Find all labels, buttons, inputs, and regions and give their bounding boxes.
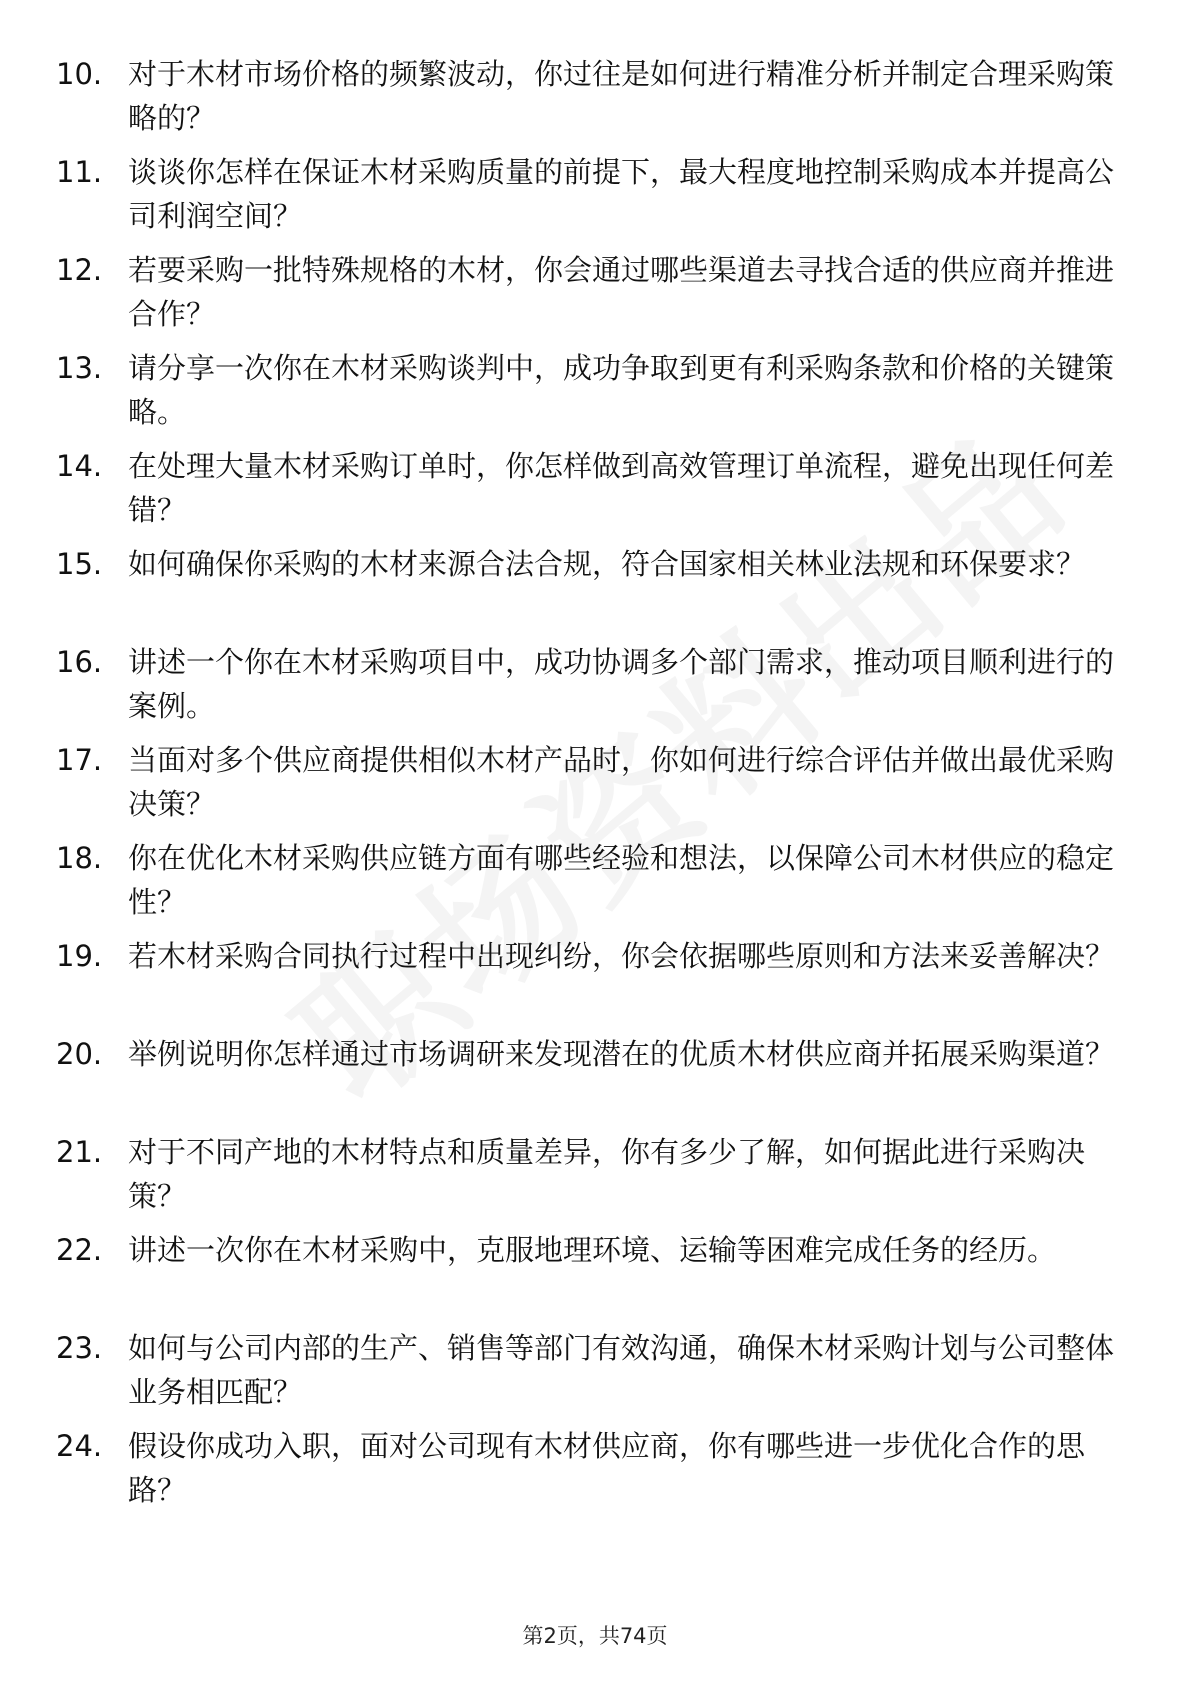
question-number: 18. — [56, 841, 103, 875]
question-number: 16. — [56, 645, 103, 679]
question-text: 讲述一个你在木材采购项目中，成功协调多个部门需求，推动项目顺利进行的案例。 — [128, 645, 1115, 723]
question-text: 对于不同产地的木材特点和质量差异，你有多少了解，如何据此进行采购决策？ — [128, 1135, 1086, 1213]
page-footer — [0, 1620, 1190, 1650]
question-number: 24. — [56, 1429, 103, 1463]
question-item — [56, 640, 1116, 728]
question-number: 21. — [56, 1135, 103, 1169]
question-list — [56, 52, 1116, 1522]
question-text: 你在优化木材采购供应链方面有哪些经验和想法，以保障公司木材供应的稳定性？ — [128, 841, 1115, 919]
question-number: 22. — [56, 1233, 103, 1267]
question-text: 假设你成功入职，面对公司现有木材供应商，你有哪些进一步优化合作的思路？ — [128, 1429, 1086, 1507]
question-item — [56, 248, 1116, 336]
question-item — [56, 346, 1116, 434]
question-text: 如何与公司内部的生产、销售等部门有效沟通，确保木材采购计划与公司整体业务相匹配？ — [128, 1331, 1115, 1409]
question-item — [56, 1130, 1116, 1218]
question-item — [56, 52, 1116, 140]
question-item — [56, 738, 1116, 826]
question-text: 在处理大量木材采购订单时，你怎样做到高效管理订单流程，避免出现任何差错？ — [128, 449, 1115, 527]
question-number: 14. — [56, 449, 103, 483]
question-number: 15. — [56, 547, 103, 581]
question-text: 讲述一次你在木材采购中，克服地理环境、运输等困难完成任务的经历。 — [128, 1233, 1057, 1267]
question-item — [56, 1326, 1116, 1414]
question-item — [56, 150, 1116, 238]
question-text: 当面对多个供应商提供相似木材产品时，你如何进行综合评估并做出最优采购决策？ — [128, 743, 1115, 821]
question-number: 19. — [56, 939, 103, 973]
question-item — [56, 836, 1116, 924]
page-number-label: 第2页，共74页 — [522, 1624, 668, 1648]
question-number: 17. — [56, 743, 103, 777]
question-number: 20. — [56, 1037, 103, 1071]
question-number: 23. — [56, 1331, 103, 1365]
question-item — [56, 542, 1116, 630]
question-number: 10. — [56, 57, 103, 91]
question-text: 举例说明你怎样通过市场调研来发现潜在的优质木材供应商并拓展采购渠道？ — [128, 1037, 1115, 1071]
question-text: 若木材采购合同执行过程中出现纠纷，你会依据哪些原则和方法来妥善解决？ — [128, 939, 1115, 973]
question-item — [56, 444, 1116, 532]
question-text: 请分享一次你在木材采购谈判中，成功争取到更有利采购条款和价格的关键策略。 — [128, 351, 1115, 429]
question-number: 13. — [56, 351, 103, 385]
question-text: 谈谈你怎样在保证木材采购质量的前提下，最大程度地控制采购成本并提高公司利润空间？ — [128, 155, 1115, 233]
question-text: 如何确保你采购的木材来源合法合规，符合国家相关林业法规和环保要求？ — [128, 547, 1086, 581]
question-text: 若要采购一批特殊规格的木材，你会通过哪些渠道去寻找合适的供应商并推进合作？ — [128, 253, 1115, 331]
question-item — [56, 934, 1116, 1022]
question-item — [56, 1424, 1116, 1512]
question-number: 11. — [56, 155, 103, 189]
question-item — [56, 1228, 1116, 1316]
question-item — [56, 1032, 1116, 1120]
question-number: 12. — [56, 253, 103, 287]
question-text: 对于木材市场价格的频繁波动，你过往是如何进行精准分析并制定合理采购策略的？ — [128, 57, 1115, 135]
